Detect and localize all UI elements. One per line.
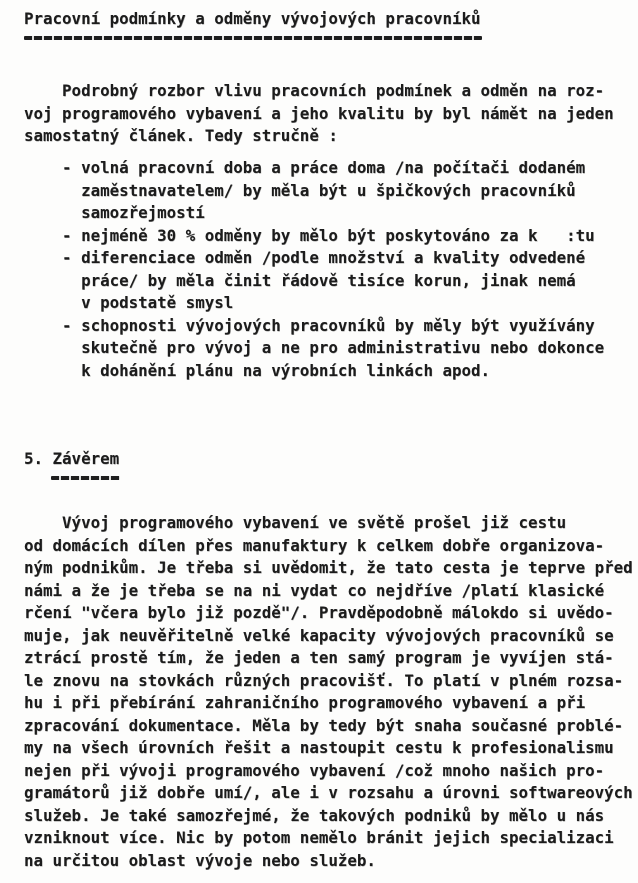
bullet-line: k dohánění plánu na výrobních linkách apod.	[24, 360, 491, 380]
text-line: Vývoj programového vybavení ve světě prošel již cestu	[24, 513, 567, 532]
section-heading: 5. Závěrem	[24, 449, 120, 468]
text-line: gramátorů již dobře umí/, ale i v rozsahu a úrovni softwareových	[24, 783, 633, 802]
bullet-line: - schopnosti vývojových pracovníků by měly být využívány	[24, 315, 595, 335]
text-line: ným podnikům. Je třeba si uvědomit, že tato cesta je teprve před	[24, 558, 633, 577]
text-line: muje, jak neuvěřitelně velké kapacity vývojových pracovníků se	[24, 625, 614, 645]
text-line: Podrobný rozbor vlivu pracovních podmínek a odměn na roz-	[24, 81, 605, 100]
bullet-list	[24, 157, 604, 382]
text-line: hu i při přebírání zahraničního programového vybavení a při	[24, 693, 586, 712]
text-line: ztrácí prostě tím, že jeden a ten samý program je vyvíjen stá-	[24, 648, 614, 667]
bullet-line: zaměstnavatelem/ by měla být u špičkových pracovníků	[24, 180, 576, 200]
text-line: voj programového vybavení a jeho kvalitu by byl námět na jeden	[24, 103, 614, 123]
conclusion-paragraph	[24, 512, 633, 872]
text-line: le znovu na stovkách různých pracovišť. To platí v plném rozsa-	[24, 670, 624, 690]
intro-paragraph	[24, 80, 614, 148]
text-line: nejen při vývoji programového vybavení /což mnoho našich pro-	[24, 760, 605, 780]
text-line: my na všech úrovních řešit a nastoupit cestu k profesionalismu	[24, 738, 614, 757]
title-underline	[24, 36, 482, 40]
bullet-line: v podstatě smysl	[24, 293, 234, 312]
text-line: rčení "včera bylo již pozdě"/. Pravděpodobně málokdo si uvědo-	[24, 603, 614, 622]
bullet-line: skutečně pro vývoj a ne pro administrativu nebo dokonce	[24, 338, 605, 357]
text-line: samostatný článek. Tedy stručně :	[24, 126, 338, 145]
text-line: vzniknout více. Nic by potom nemělo bránit jejich specializaci	[24, 828, 614, 847]
bullet-line: - diferenciace odměn /podle množství a kvality odvedené	[24, 248, 586, 267]
text-line: služeb. Je také samozřejmé, že takových podniků by mělo u nás	[24, 805, 605, 825]
bullet-line: - nejméně 30 % odměny by mělo být poskytováno za k :tu	[24, 225, 595, 245]
section-heading-underline	[51, 476, 120, 480]
text-line: námi a že je třeba se na ni vydat co nejdříve /platí klasické	[24, 580, 605, 600]
page-title: Pracovní podmínky a odměny vývojových pracovníků	[24, 9, 481, 28]
text-line: na určitou oblast vývoje nebo služeb.	[24, 850, 376, 870]
text-line: od domácích dílen přes manufaktury k celkem dobře organizova-	[24, 535, 605, 555]
bullet-line: - volná pracovní doba a práce doma /na počítači dodaném	[24, 158, 586, 177]
bullet-line: práce/ by měla činit řádově tisíce korun, jinak nemá	[24, 270, 576, 290]
bullet-line: samozřejmostí	[24, 203, 205, 222]
text-line: zpracování dokumentace. Měla by tedy být snaha současné problé-	[24, 715, 624, 735]
